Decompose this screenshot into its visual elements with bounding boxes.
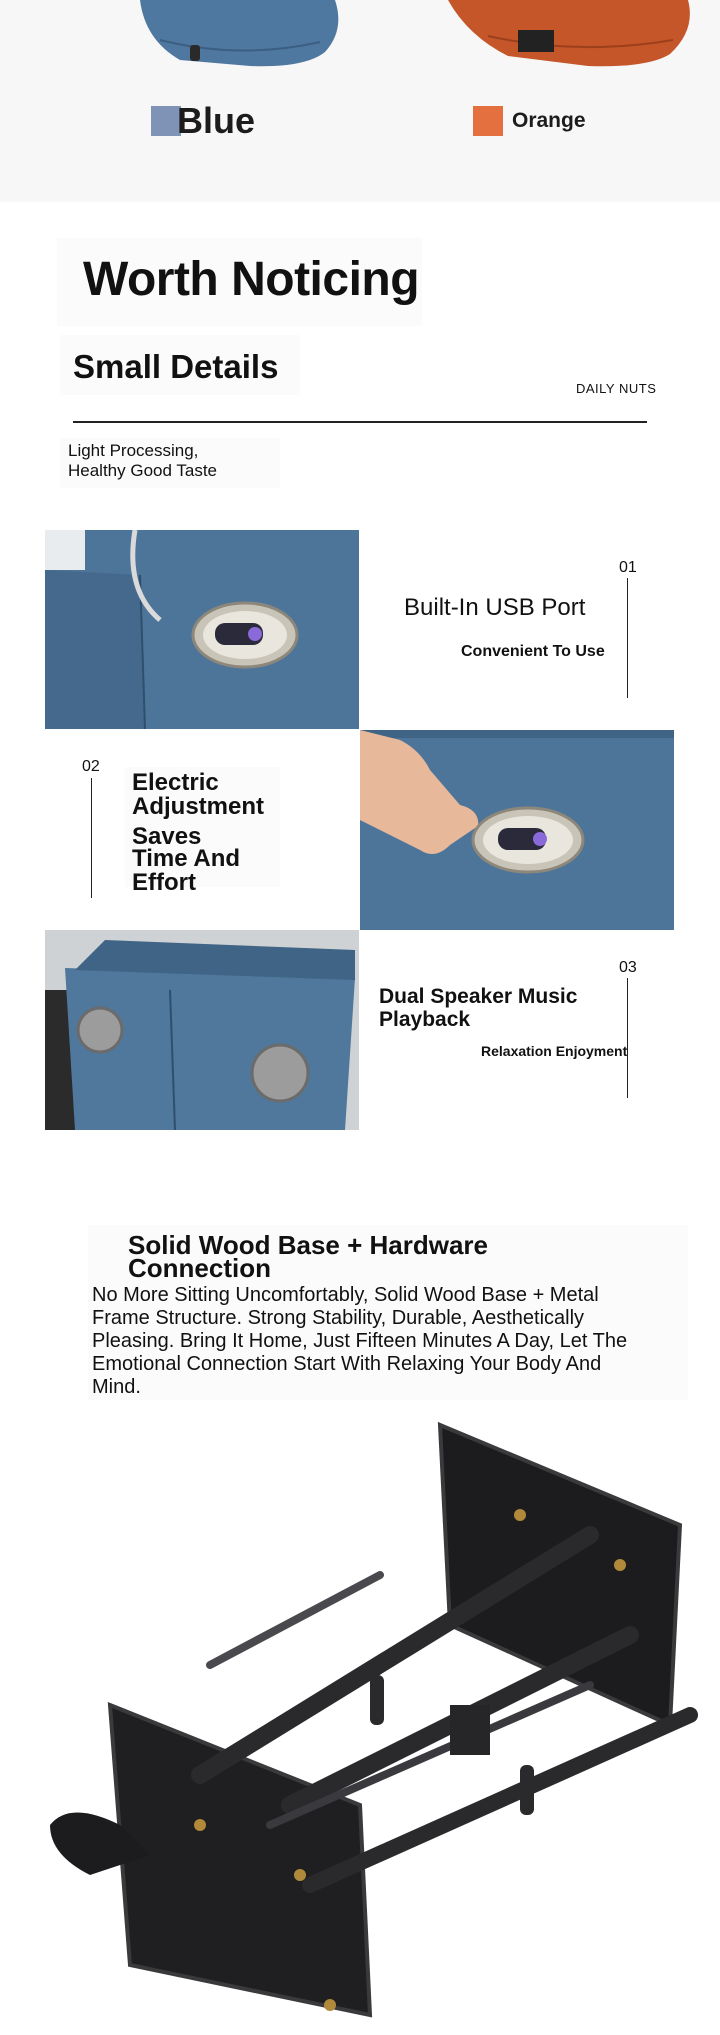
feature-2-title-4: Time And bbox=[132, 845, 241, 872]
wood-body-5: Mind. bbox=[92, 1376, 141, 1398]
feature-2-title-2: Adjustment bbox=[132, 793, 264, 820]
wood-body-4: Emotional Connection Start With Relaxing Your Body And bbox=[92, 1353, 602, 1375]
section-title: Worth Noticing bbox=[83, 253, 420, 306]
metal-frame-photo bbox=[30, 1405, 720, 2035]
feature-1-subtitle: Convenient To Use bbox=[461, 643, 605, 660]
electric-adjust-photo bbox=[360, 730, 674, 930]
wood-body-3: Pleasing. Bring It Home, Just Fifteen Minutes A Day, Let The bbox=[92, 1330, 628, 1352]
orange-swatch[interactable] bbox=[473, 106, 503, 136]
wood-body-1: No More Sitting Uncomfortably, Solid Wood Base + Metal bbox=[92, 1284, 599, 1306]
blue-label: Blue bbox=[177, 100, 256, 141]
feature-3-number: 03 bbox=[619, 959, 637, 976]
feature-2-title-3: Saves bbox=[132, 823, 202, 850]
feature-1-title: Built-In USB Port bbox=[404, 594, 586, 621]
orange-label: Orange bbox=[512, 109, 586, 132]
section-tag: DAILY NUTS bbox=[576, 381, 657, 396]
usb-port-photo bbox=[45, 530, 359, 729]
feature-2-title-5: Effort bbox=[132, 869, 196, 896]
section-subtitle: Small Details bbox=[73, 348, 279, 385]
intro-line-2: Healthy Good Taste bbox=[68, 461, 217, 480]
color-options-section bbox=[0, 0, 720, 202]
intro-line-1: Light Processing, bbox=[68, 441, 199, 460]
feature-2-title-1: Electric bbox=[132, 769, 219, 796]
feature-2-number: 02 bbox=[82, 758, 100, 775]
orange-chair-image bbox=[448, 0, 698, 70]
speaker-photo bbox=[45, 930, 359, 1130]
feature-1-line bbox=[627, 578, 628, 698]
feature-3-title-2: Playback bbox=[379, 1008, 471, 1031]
feature-1-number: 01 bbox=[619, 559, 637, 576]
feature-3-title-1: Dual Speaker Music bbox=[379, 985, 578, 1008]
wood-body-2: Frame Structure. Strong Stability, Durable, Aesthetically bbox=[92, 1307, 585, 1329]
feature-2-line bbox=[91, 778, 92, 898]
feature-3-subtitle: Relaxation Enjoyment bbox=[481, 1043, 628, 1059]
wood-title-2: Connection bbox=[128, 1253, 271, 1283]
wood-title-1: Solid Wood Base + Hardware bbox=[128, 1230, 489, 1260]
feature-3-line bbox=[627, 978, 628, 1098]
blue-chair-image bbox=[120, 0, 350, 70]
section-divider bbox=[73, 421, 647, 423]
